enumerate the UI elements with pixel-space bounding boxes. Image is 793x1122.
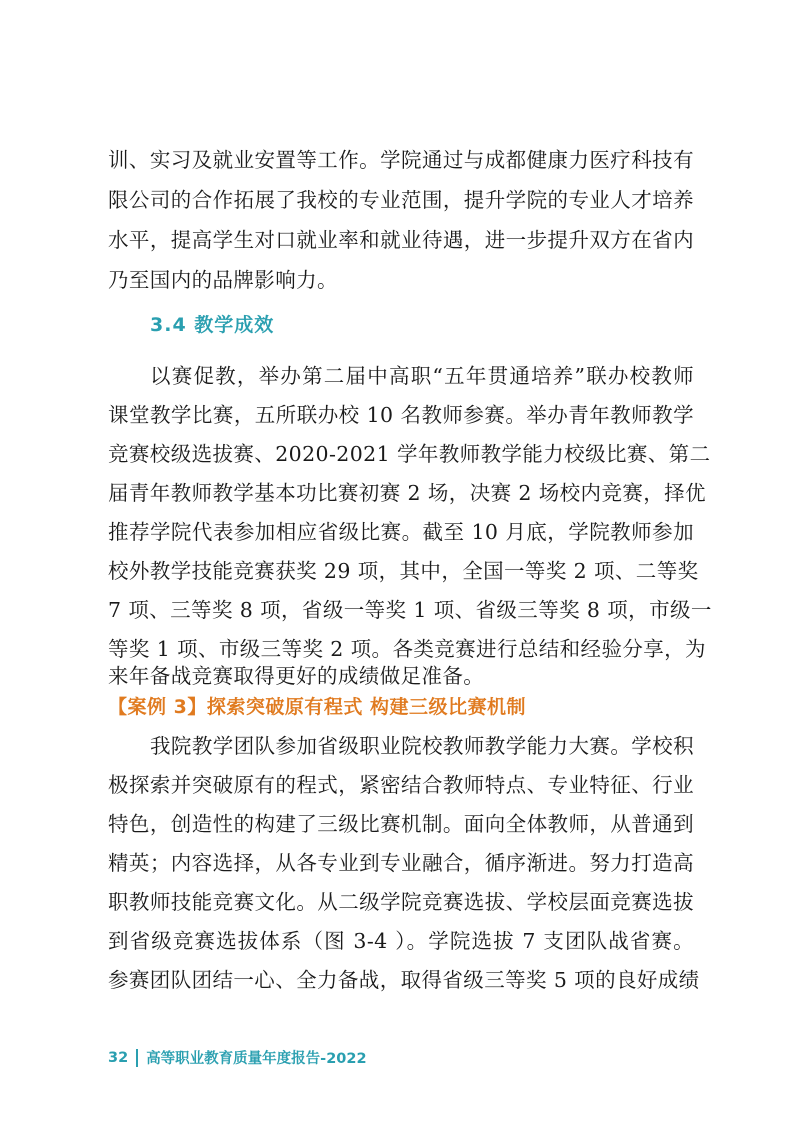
page-number: 32 bbox=[108, 1049, 129, 1066]
case-title: 【案例 3】探索突破原有程式 构建三级比赛机制 bbox=[108, 696, 526, 718]
paragraph-3-line: 我院教学团队参加省级职业院校教师教学能力大赛。学校积 bbox=[150, 734, 694, 758]
paragraph-2-line: 来年备战竞赛取得更好的成绩做足准备。 bbox=[108, 664, 485, 688]
paragraph-2-line: 以赛促教，举办第二届中高职“五年贯通培养”联办校教师 bbox=[150, 364, 694, 388]
paragraph-3-line: 职教师技能竞赛文化。从二级学院竞赛选拔、学校层面竞赛选拔 bbox=[108, 890, 694, 914]
paragraph-1-line: 限公司的合作拓展了我校的专业范围，提升学院的专业人才培养 bbox=[108, 188, 694, 212]
paragraph-1-line: 乃至国内的品牌影响力。 bbox=[108, 268, 338, 292]
paragraph-2-line: 推荐学院代表参加相应省级比赛。截至 10 月底，学院教师参加 bbox=[108, 520, 694, 544]
page-footer bbox=[108, 1047, 367, 1068]
paragraph-3-line: 极探索并突破原有的程式，紧密结合教师特点、专业特征、行业 bbox=[108, 773, 694, 797]
paragraph-2-line: 届青年教师教学基本功比赛初赛 2 场，决赛 2 场校内竞赛，择优 bbox=[108, 481, 706, 505]
paragraph-2-line: 竞赛校级选拔赛、2020-2021 学年教师教学能力校级比赛、第二 bbox=[108, 442, 711, 466]
paragraph-1-line: 训、实习及就业安置等工作。学院通过与成都健康力医疗科技有 bbox=[108, 148, 694, 172]
paragraph-3-line: 精英；内容选择，从各专业到专业融合，循序渐进。努力打造高 bbox=[108, 851, 694, 875]
paragraph-2-line: 校外教学技能竞赛获奖 29 项，其中，全国一等奖 2 项、二等奖 bbox=[108, 559, 699, 583]
paragraph-2-line: 等奖 1 项、市级三等奖 2 项。各类竞赛进行总结和经验分享，为 bbox=[108, 637, 706, 661]
paragraph-3-line: 参赛团队团结一心、全力备战，取得省级三等奖 5 项的良好成绩 bbox=[108, 968, 700, 992]
paragraph-2-line: 7 项、三等奖 8 项，省级一等奖 1 项、省级三等奖 8 项，市级一 bbox=[108, 598, 712, 622]
report-title: 高等职业教育质量年度报告-2022 bbox=[146, 1051, 367, 1067]
paragraph-1-line: 水平，提高学生对口就业率和就业待遇，进一步提升双方在省内 bbox=[108, 228, 694, 252]
footer-divider bbox=[136, 1049, 138, 1067]
paragraph-3-line: 特色，创造性的构建了三级比赛机制。面向全体教师，从普通到 bbox=[108, 812, 694, 836]
paragraph-3-line: 到省级竞赛选拔体系（图 3-4 ）。学院选拔 7 支团队战省赛。 bbox=[108, 929, 694, 953]
paragraph-2-line: 课堂教学比赛，五所联办校 10 名教师参赛。举办青年教师教学 bbox=[108, 403, 694, 427]
section-heading: 3.4 教学成效 bbox=[150, 314, 275, 336]
